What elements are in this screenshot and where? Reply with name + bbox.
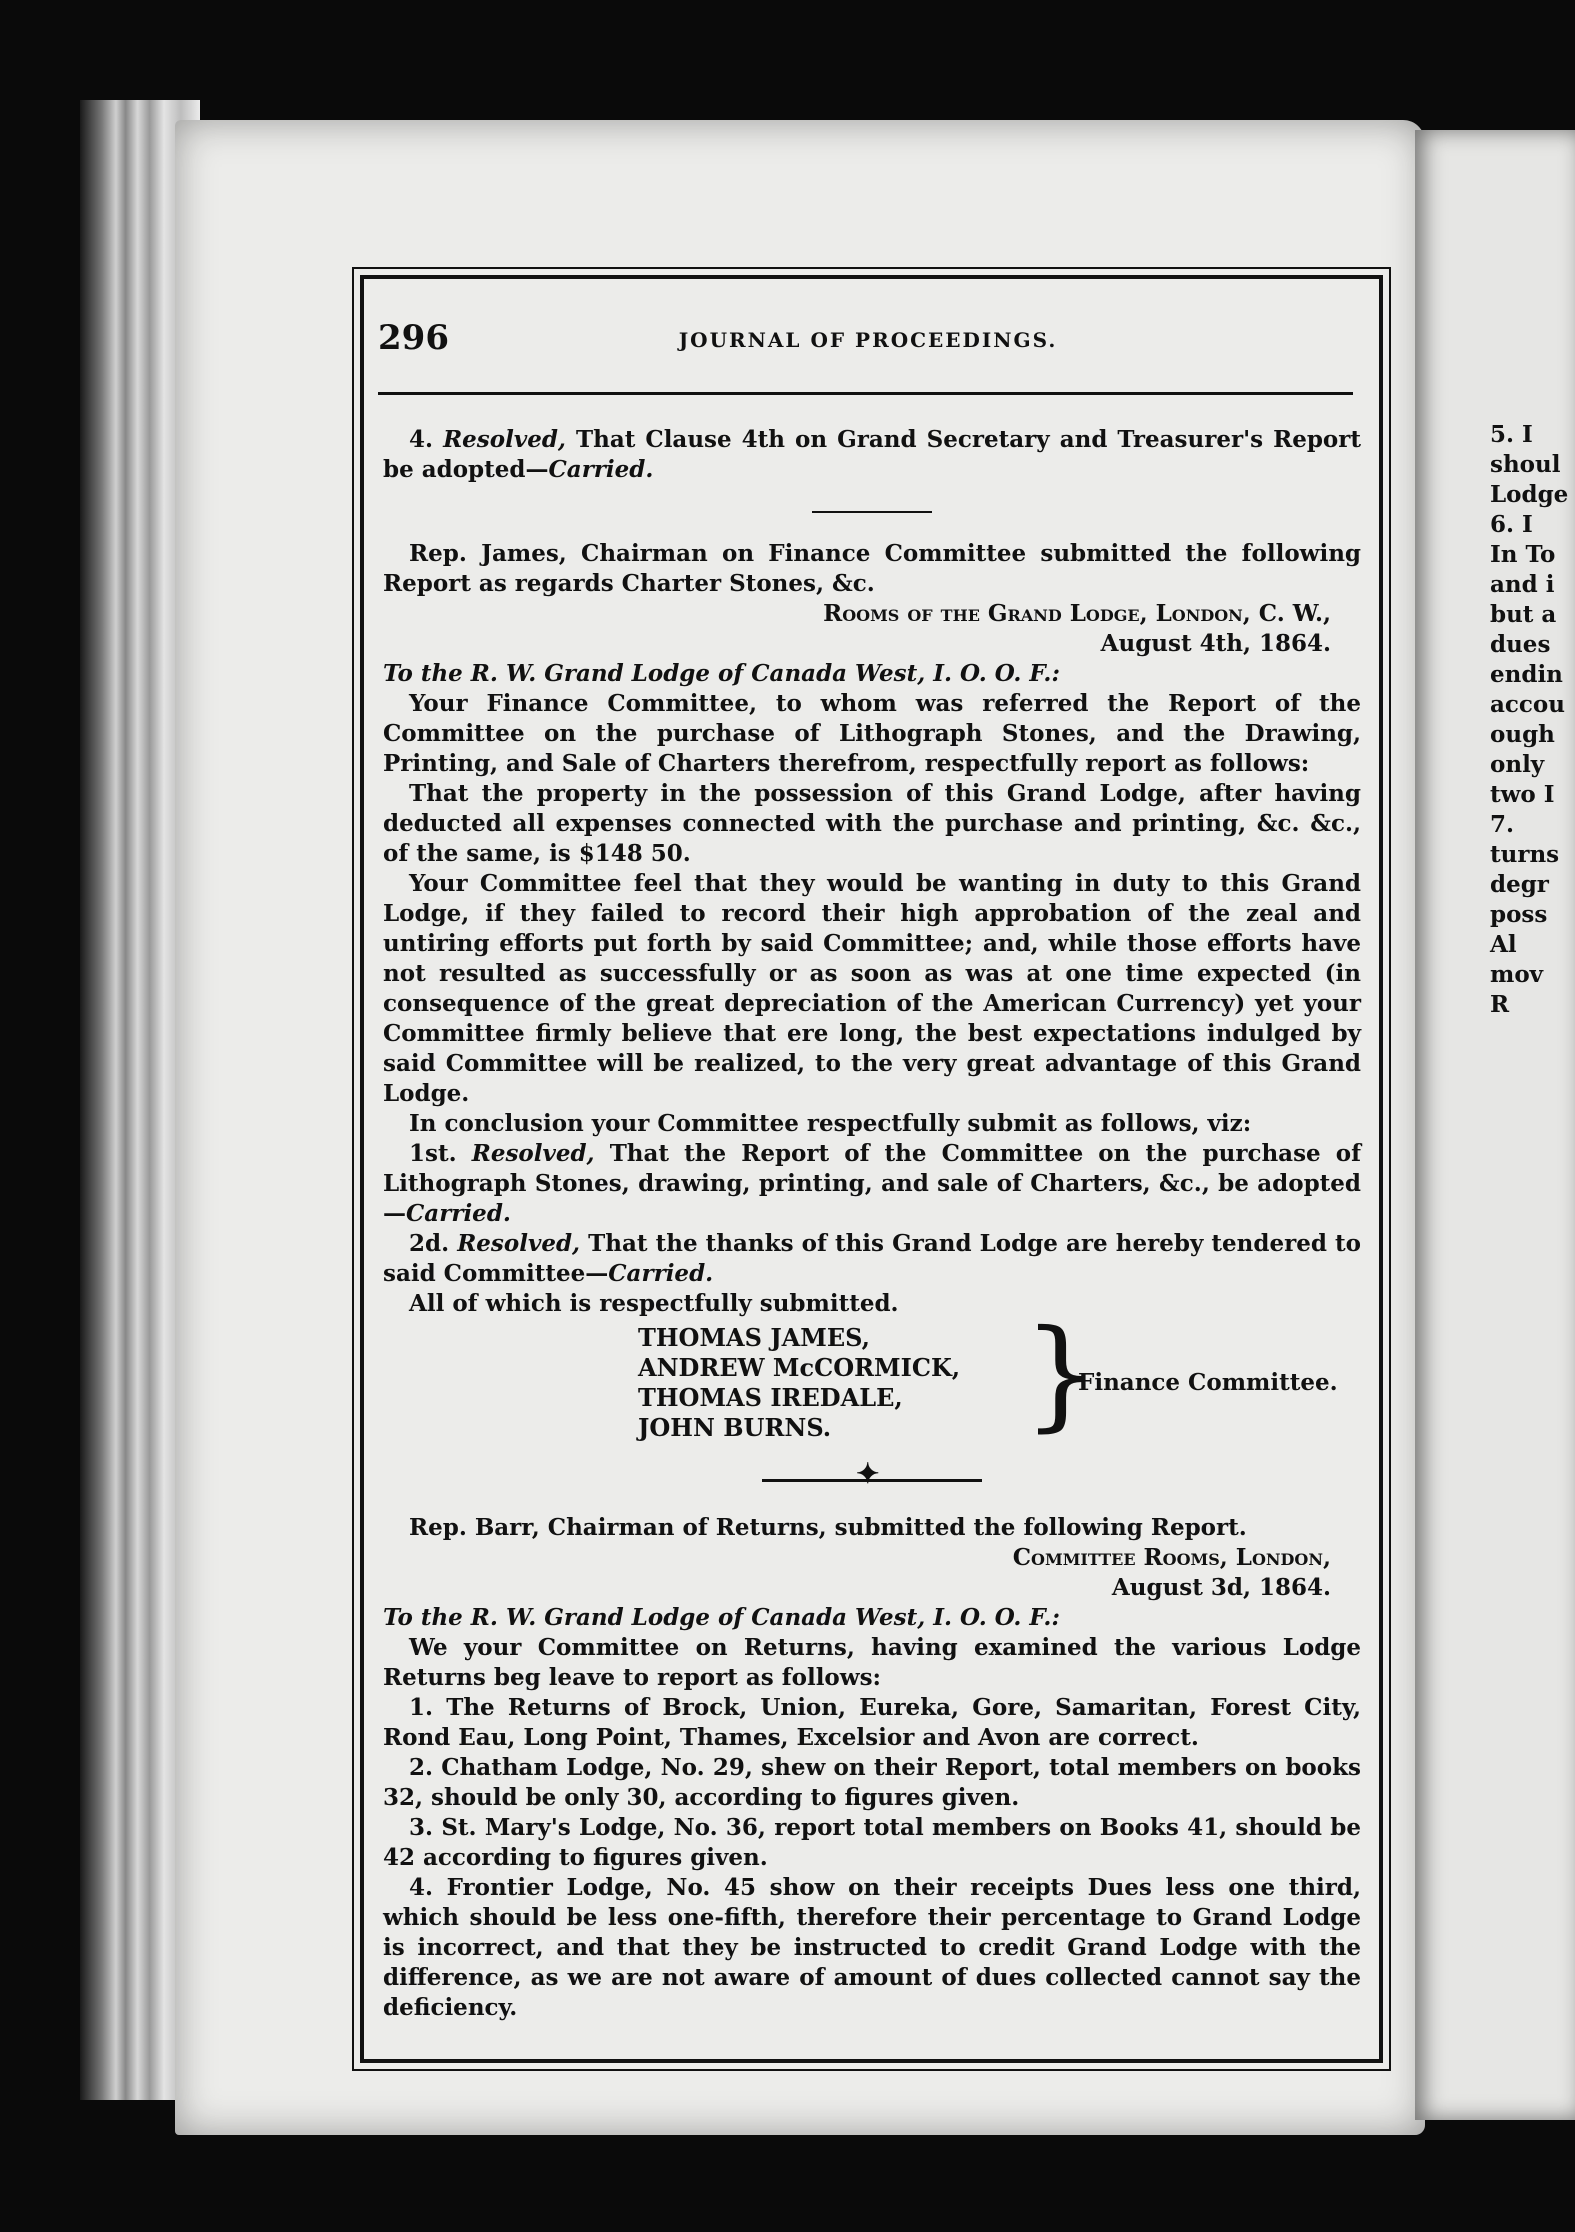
returns-date: August 3d, 1864. bbox=[1111, 1574, 1331, 1601]
finance-paragraph-3: Your Committee feel that they would be wanting in duty to this Grand Lodge, if they failed to record their high approbation of the zeal and untiring efforts put forth by said Committee; and, while those efforts have not resulted as successfully or as soon as was at one time expected (in consequence of the great depreciation of the American Currency) yet your Committee firmly believe that ere long, the best expectations indulged by said Committee will be realized, to the very great advantage of this Grand Lodge. bbox=[383, 870, 1361, 1107]
facing-page-line: endin bbox=[1490, 661, 1563, 688]
facing-page-line: ough bbox=[1490, 721, 1555, 748]
facing-page-line: but a bbox=[1490, 601, 1557, 628]
facing-page-line: mov bbox=[1490, 961, 1544, 988]
page-number: 296 bbox=[378, 318, 449, 358]
returns-salutation: To the R. W. Grand Lodge of Canada West, I. O. O. F.: bbox=[383, 1604, 1060, 1631]
facing-page-line: R bbox=[1490, 991, 1510, 1018]
carried-word: Carried. bbox=[608, 1260, 714, 1287]
returns-item: 3. St. Mary's Lodge, No. 36, report total members on Books 41, should be 42 according to figures given. bbox=[383, 1814, 1361, 1871]
returns-intro: Rep. Barr, Chairman of Returns, submitted the following Report. bbox=[409, 1514, 1247, 1541]
facing-page-line: accou bbox=[1490, 691, 1565, 718]
returns-item: 2. Chatham Lodge, No. 29, shew on their Report, total members on books 32, should be only 30, according to figures given. bbox=[383, 1754, 1361, 1811]
signer-name: ANDREW McCORMICK, bbox=[638, 1353, 961, 1382]
facing-page-line: 6. I bbox=[1490, 511, 1533, 538]
finance-closing: All of which is respectfully submitted. bbox=[409, 1290, 899, 1317]
resolution-text: That the Report of the Committee on the purchase of Lithograph Stones, drawing, printing, and sale of Charters, &c., be adopted— bbox=[383, 1140, 1361, 1227]
facing-page-line: 5. I bbox=[1490, 421, 1533, 448]
resolution-text: That the thanks of this Grand Lodge are hereby tendered to said Committee— bbox=[383, 1230, 1361, 1287]
signer-list bbox=[638, 1323, 960, 1443]
signer-name: THOMAS IREDALE, bbox=[638, 1383, 903, 1412]
resolution-text: That Clause 4th on Grand Secretary and Treasurer's Report be adopted— bbox=[383, 426, 1362, 483]
signatories bbox=[383, 1305, 1361, 1447]
page-body bbox=[383, 425, 1361, 2023]
returns-item: 4. Frontier Lodge, No. 45 show on their receipts Dues less one third, which should be less one-fifth, therefore their percentage to Grand Lodge is incorrect, and that they be instructed to credit Grand Lodge with the difference, as we are not aware of amount of dues collected cannot say the deficiency. bbox=[383, 1874, 1361, 2021]
running-title: JOURNAL OF PROCEEDINGS. bbox=[678, 328, 1058, 352]
resolution-1st bbox=[383, 1139, 1361, 1229]
facing-page-text bbox=[1490, 420, 1569, 1020]
carried-word: Carried. bbox=[548, 456, 654, 483]
page-header bbox=[378, 318, 1358, 378]
committee-name: Finance Committee. bbox=[1078, 1369, 1338, 1396]
signer-name: JOHN BURNS. bbox=[638, 1413, 832, 1442]
finance-intro: Rep. James, Chairman on Finance Committee submitted the following Report as regards Charter Stones, &c. bbox=[383, 540, 1361, 597]
resolution-4 bbox=[383, 425, 1361, 485]
header-rule bbox=[378, 392, 1353, 395]
finance-date: August 4th, 1864. bbox=[1100, 630, 1331, 657]
signer-name: THOMAS JAMES, bbox=[638, 1323, 870, 1352]
asterisk-icon: ✦ bbox=[856, 1457, 880, 1490]
finance-paragraph-4: In conclusion your Committee respectfully submit as follows, viz: bbox=[409, 1110, 1252, 1137]
facing-page-line: poss bbox=[1490, 901, 1548, 928]
resolved-word: Resolved, bbox=[471, 1140, 595, 1167]
finance-paragraph-1: Your Finance Committee, to whom was referred the Report of the Committee on the purchase of Lithograph Stones, and the Drawing, Printing, and Sale of Charters therefrom, respectfully report as follows: bbox=[383, 690, 1361, 777]
facing-page-line: Lodge bbox=[1490, 481, 1569, 508]
section-divider bbox=[812, 511, 932, 513]
resolved-word: Resolved, bbox=[443, 426, 566, 453]
carried-word: Carried. bbox=[406, 1200, 511, 1227]
resolution-number: 2d. bbox=[409, 1230, 450, 1257]
finance-paragraph-2: That the property in the possession of this Grand Lodge, after having deducted all expenses connected with the purchase and printing, &c. &c., of the same, is $148 50. bbox=[383, 780, 1361, 867]
finance-salutation: To the R. W. Grand Lodge of Canada West, I. O. O. F.: bbox=[383, 660, 1060, 687]
facing-page-line: two I bbox=[1490, 781, 1555, 808]
facing-page-line: 7. bbox=[1490, 811, 1515, 838]
resolution-2d bbox=[383, 1229, 1361, 1289]
finance-place: Rooms of the Grand Lodge, London, C. W., bbox=[823, 600, 1331, 627]
resolution-number: 1st. bbox=[409, 1140, 457, 1167]
facing-page-line: Al bbox=[1490, 931, 1517, 958]
returns-item: 1. The Returns of Brock, Union, Eureka, Gore, Samaritan, Forest City, Rond Eau, Long Point, Thames, Excelsior and Avon are correct. bbox=[383, 1694, 1361, 1751]
brace-icon: } bbox=[1023, 1305, 1100, 1444]
facing-page-line: turns bbox=[1490, 841, 1560, 868]
resolution-number: 4. bbox=[409, 426, 434, 453]
ornamental-divider bbox=[762, 1457, 982, 1490]
facing-page-line: only bbox=[1490, 751, 1545, 778]
facing-page-line: degr bbox=[1490, 871, 1549, 898]
resolved-word: Resolved, bbox=[457, 1230, 581, 1257]
facing-page-line: In To bbox=[1490, 541, 1556, 568]
facing-page-line: shoul bbox=[1490, 451, 1561, 478]
facing-page-line: and i bbox=[1490, 571, 1555, 598]
facing-page-line: dues bbox=[1490, 631, 1551, 658]
returns-place: Committee Rooms, London, bbox=[1012, 1544, 1331, 1571]
returns-paragraph-1: We your Committee on Returns, having examined the various Lodge Returns beg leave to report as follows: bbox=[383, 1634, 1361, 1691]
